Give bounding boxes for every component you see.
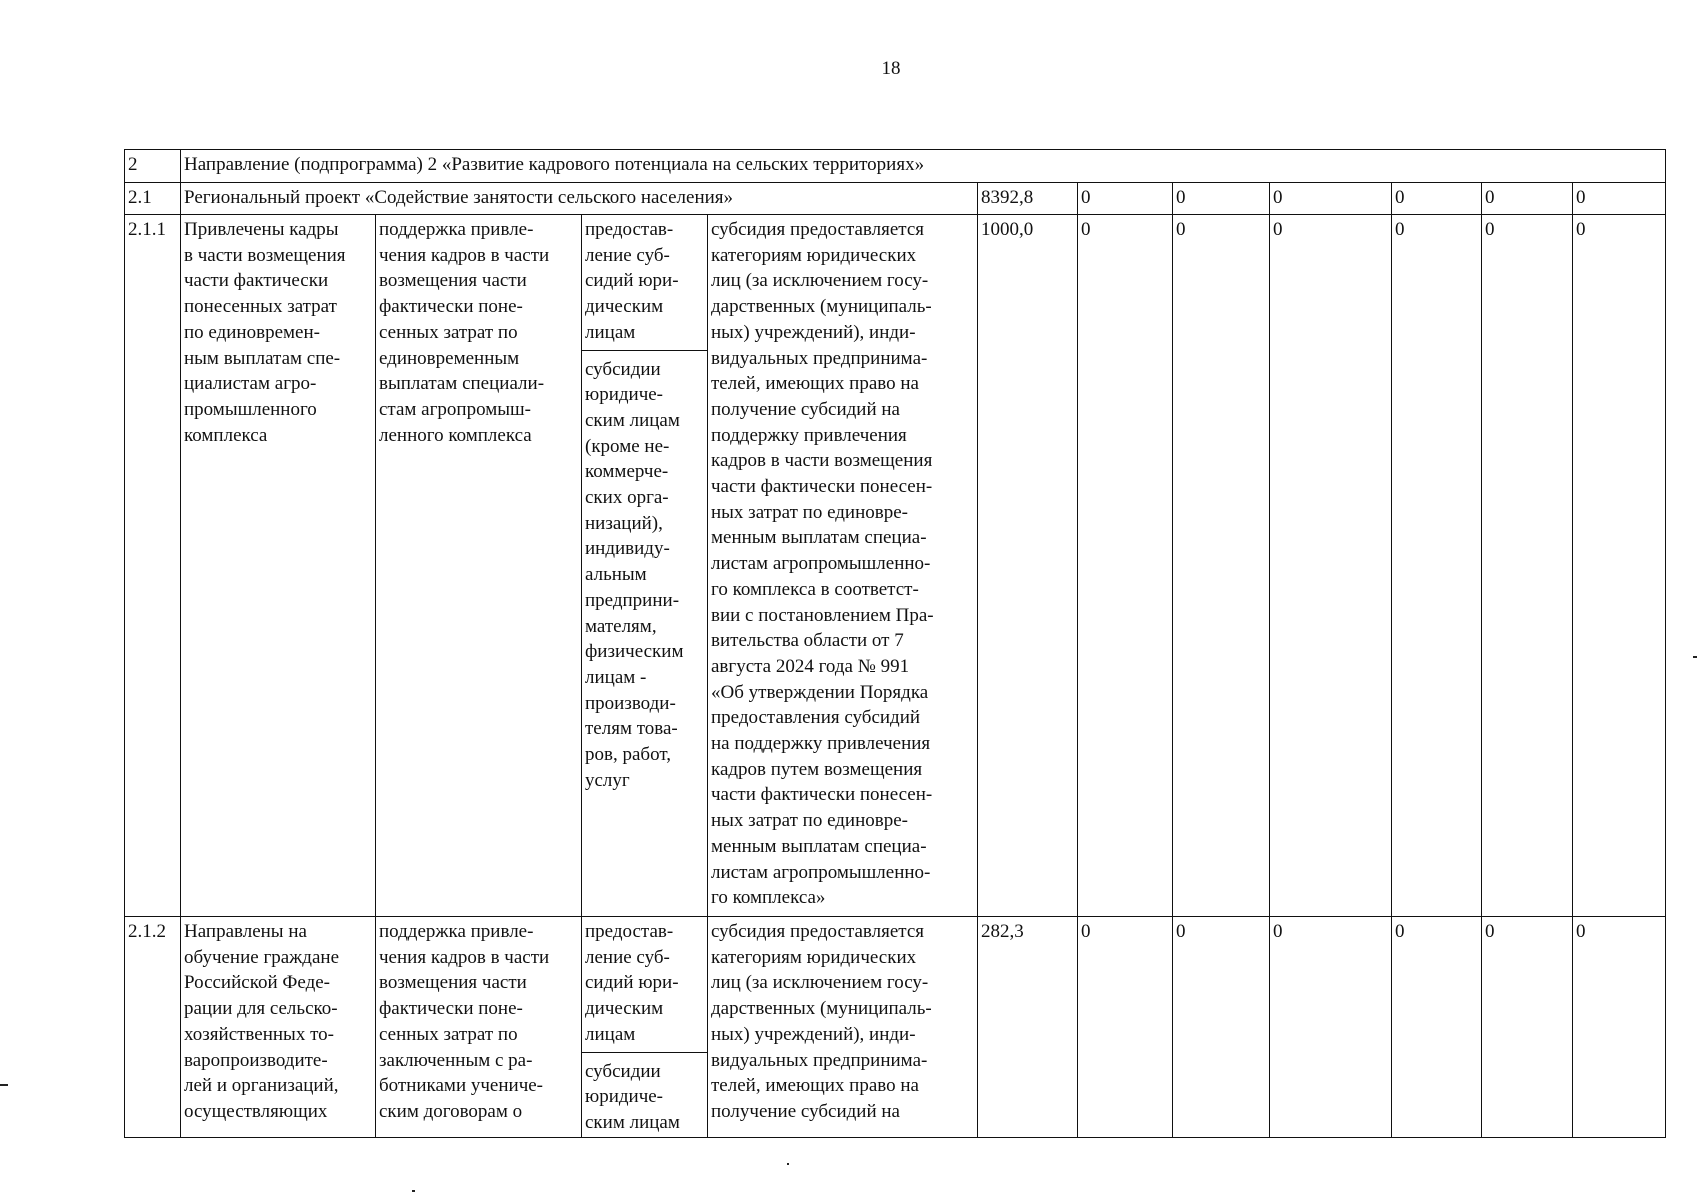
text-line: понесенных затрат [184,296,337,318]
text-line: ных затрат по единовре- [711,501,908,523]
text-line: Привлечены кадры [184,219,339,240]
text-line: получение субсидий на [711,398,900,420]
conditions-cell [708,215,978,917]
text-line: сидий юри- [585,270,679,292]
text-line: кадров путем возмещения [711,758,923,780]
text-line: го комплекса» [711,887,826,909]
text-line: ров, работ, [585,744,671,766]
text-line: вительства области от 7 [711,630,904,652]
text-line: производи- [585,692,676,714]
text-line: на поддержку привлечения [711,733,931,755]
text-line: телей, имеющих право на [711,373,919,395]
measure-cell [376,215,582,917]
scan-mark [1693,656,1697,658]
text-line: хозяйственных то- [184,1023,334,1045]
budget-table [124,149,1666,1138]
text-line: стам агропромыш- [379,398,531,420]
scan-mark [0,1084,8,1086]
text-line: субсидия предоставляется [711,921,924,942]
text-line: варопроизводите- [184,1049,328,1071]
row-number-cell: 2.1.2 [125,917,181,1138]
text-line: дическим [585,998,664,1020]
text-line: альным [585,564,647,586]
text-line: ским лицам [585,1111,680,1133]
text-line: предостав- [585,219,674,240]
text-line: телям това- [585,718,678,740]
text-line: рации для сельско- [184,998,338,1020]
text-line: ских орга- [585,487,669,509]
text-line: субсидии [585,1060,661,1082]
text-line: индивиду- [585,538,670,560]
text-line: заключенным с ра- [379,1049,533,1071]
text-line: сенных затрат по [379,321,518,343]
page-number: 18 [881,58,901,79]
text-line: части фактически понесен- [711,784,933,806]
amount-cell: 8392,8 [978,183,1078,215]
text-line: возмещения части [379,270,527,292]
text-line: промышленного [184,398,317,420]
text-line: сенных затрат по [379,1023,518,1045]
text-line: ных) учреждений), инди- [711,1023,916,1045]
text-line: юридиче- [585,1086,664,1108]
table-row [125,917,1666,1138]
amount-cell: 1000,0 [978,215,1078,917]
text-line: листам агропромышленно- [711,861,931,883]
text-line: выплатам специали- [379,373,545,395]
text-line: дарственных (муниципаль- [711,998,932,1020]
table-row [125,183,1666,215]
text-line: категориям юридических [711,244,917,266]
value-cell: 0 [1078,215,1173,917]
text-line: (кроме не- [585,435,670,457]
text-line: поддержка привле- [379,921,534,942]
value-cell: 0 [1173,183,1270,215]
text-line: единовременным [379,347,520,369]
value-cell: 0 [1573,183,1666,215]
text-line: предостав- [585,921,674,942]
value-cell: 0 [1270,917,1392,1138]
text-line: части фактически [184,270,329,292]
text-line: части фактически понесен- [711,476,933,498]
row-number-cell: 2.1.1 [125,215,181,917]
type-top-block [582,215,707,351]
text-line: возмещения части [379,972,527,994]
value-cell: 0 [1173,215,1270,917]
text-line: «Об утверждении Порядка [711,681,929,703]
value-cell: 0 [1078,183,1173,215]
text-line: лицам [585,321,636,343]
text-line: категориям юридических [711,946,917,968]
scan-mark [412,1190,415,1192]
value-cell: 0 [1482,183,1573,215]
conditions-cell [708,917,978,1138]
text-line: чения кадров в части [379,946,550,968]
value-cell: 0 [1392,917,1482,1138]
text-line: предоставления субсидий [711,707,921,729]
text-line: ленного комплекса [379,424,532,446]
text-line: ским лицам [585,409,680,431]
type-cell [582,917,708,1138]
text-line: поддержка привле- [379,219,534,240]
text-line: видуальных предпринима- [711,1049,928,1071]
value-cell: 0 [1392,215,1482,917]
type-cell [582,215,708,917]
text-line: ным выплатам спе- [184,347,341,369]
text-line: циалистам агро- [184,373,317,395]
text-line: услуг [585,769,630,791]
type-top-block [582,917,707,1053]
text-line: менным выплатам специа- [711,527,927,549]
text-line: ботниками учениче- [379,1075,544,1097]
value-cell: 0 [1482,215,1573,917]
text-line: дарственных (муниципаль- [711,296,932,318]
type-bottom-block [582,1053,707,1136]
text-line: ским договорам о [379,1100,523,1122]
text-line: субсидия предоставляется [711,219,924,240]
text-line: юридиче- [585,384,664,406]
table-row [125,150,1666,183]
measure-cell [376,917,582,1138]
text-line: комплекса [184,424,268,446]
amount-cell: 282,3 [978,917,1078,1138]
text-line: обучение граждане [184,946,340,968]
text-line: лиц (за исключением госу- [711,270,929,292]
value-cell: 0 [1573,215,1666,917]
text-line: мателям, [585,615,657,637]
text-line: менным выплатам специа- [711,835,927,857]
text-line: физическим [585,641,684,663]
text-line: чения кадров в части [379,244,550,266]
text-line: ление суб- [585,244,670,266]
text-line: ных) учреждений), инди- [711,321,916,343]
text-line: по единовремен- [184,321,320,343]
text-line: лицам - [585,666,647,688]
text-line: фактически поне- [379,296,523,318]
text-line: видуальных предпринима- [711,347,928,369]
text-line: низаций), [585,512,663,534]
text-line: предприни- [585,589,680,611]
scan-mark [787,1163,789,1165]
value-cell: 0 [1392,183,1482,215]
text-line: поддержку привлечения [711,424,907,446]
result-cell [181,917,376,1138]
text-line: сидий юри- [585,972,679,994]
text-line: ных затрат по единовре- [711,810,908,832]
text-line: лиц (за исключением госу- [711,972,929,994]
text-line: осуществляющих [184,1100,328,1122]
value-cell: 0 [1482,917,1573,1138]
table-row [125,215,1666,917]
text-line: фактически поне- [379,998,523,1020]
value-cell: 0 [1270,183,1392,215]
row-number-cell: 2 [125,150,181,183]
text-line: вии с постановлением Пра- [711,604,934,626]
value-cell: 0 [1573,917,1666,1138]
text-line: кадров в части возмещения [711,450,933,472]
text-line: в части возмещения [184,244,346,266]
row-number-cell: 2.1 [125,183,181,215]
text-line: лицам [585,1023,636,1045]
subprogram-title-cell: Направление (подпрограмма) 2 «Развитие кадрового потенциала на сельских территориях» [181,150,1666,183]
text-line: дическим [585,296,664,318]
text-line: Направлены на [184,921,307,942]
text-line: го комплекса в соответст- [711,578,919,600]
text-line: ление суб- [585,946,670,968]
result-cell [181,215,376,917]
text-line: получение субсидий на [711,1100,900,1122]
text-line: августа 2024 года № 991 [711,655,910,677]
value-cell: 0 [1173,917,1270,1138]
text-line: субсидии [585,358,661,380]
text-line: телей, имеющих право на [711,1075,919,1097]
value-cell: 0 [1078,917,1173,1138]
project-title-cell: Региональный проект «Содействие занятости сельского населения» [181,183,978,215]
text-line: Российской Феде- [184,972,331,994]
value-cell: 0 [1270,215,1392,917]
text-line: коммерче- [585,461,669,483]
type-bottom-block [582,351,707,794]
text-line: листам агропромышленно- [711,553,931,575]
text-line: лей и организаций, [184,1075,339,1097]
